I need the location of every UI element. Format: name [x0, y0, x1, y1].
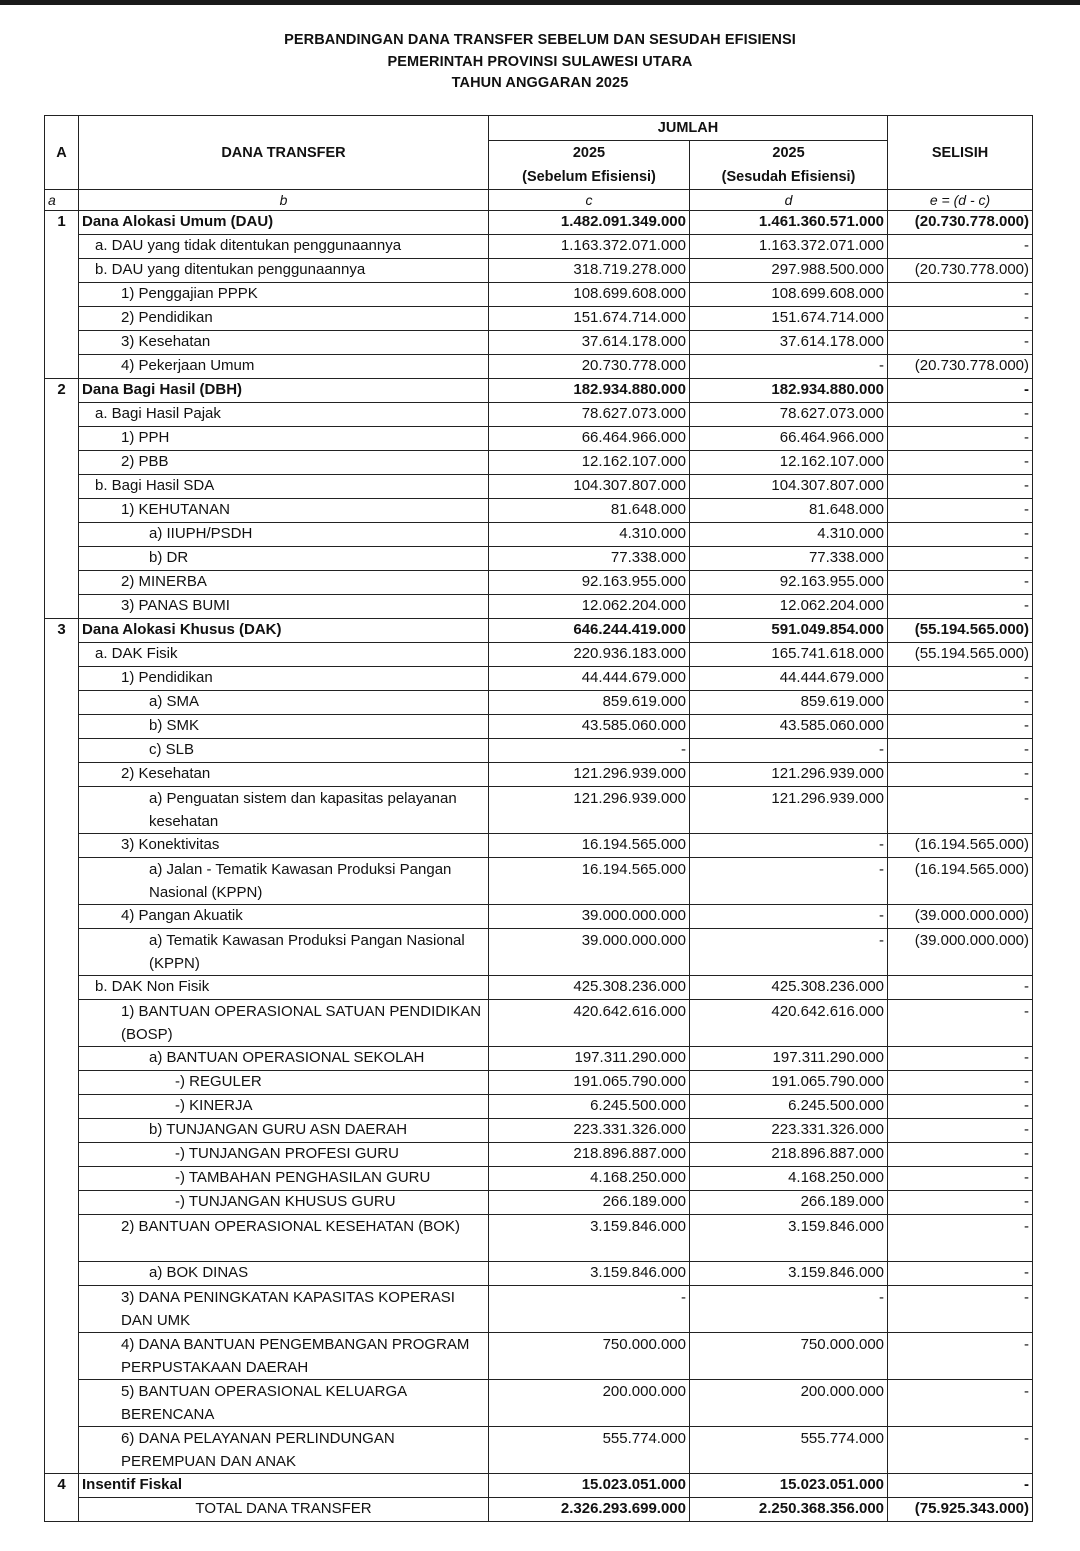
row-number	[45, 905, 79, 929]
header-year-after: 2025	[690, 141, 888, 166]
row-name: a. DAK Fisik	[79, 643, 489, 667]
row-number	[45, 571, 79, 595]
value-sesudah: 12.062.204.000	[690, 595, 888, 619]
row-number	[45, 691, 79, 715]
value-sesudah: 218.896.887.000	[690, 1143, 888, 1167]
row-number	[45, 739, 79, 763]
table-row	[45, 1191, 1033, 1215]
row-name: b. Bagi Hasil SDA	[79, 475, 489, 499]
value-sesudah: 81.648.000	[690, 499, 888, 523]
header-col-a: A	[45, 116, 79, 190]
value-sesudah: -	[690, 858, 888, 905]
row-name: 2) Pendidikan	[79, 307, 489, 331]
row-number: 1	[45, 211, 79, 235]
value-sesudah: 121.296.939.000	[690, 763, 888, 787]
report-title-line-3: TAHUN ANGGARAN 2025	[451, 75, 629, 91]
value-sebelum: 218.896.887.000	[489, 1143, 690, 1167]
value-selisih: (20.730.778.000)	[888, 259, 1033, 283]
value-sebelum: 92.163.955.000	[489, 571, 690, 595]
row-number	[45, 1191, 79, 1215]
value-selisih: -	[888, 307, 1033, 331]
row-name: -) KINERJA	[79, 1095, 489, 1119]
top-edge-bar	[0, 0, 1080, 5]
value-sebelum: 20.730.778.000	[489, 355, 690, 379]
letter-b: b	[79, 190, 489, 211]
value-sebelum: 16.194.565.000	[489, 858, 690, 905]
table-row	[45, 1380, 1033, 1427]
value-sesudah: 223.331.326.000	[690, 1119, 888, 1143]
letter-a: a	[45, 190, 79, 211]
value-selisih: -	[888, 1262, 1033, 1286]
value-sesudah: 3.159.846.000	[690, 1215, 888, 1262]
row-number	[45, 1143, 79, 1167]
table-row	[45, 929, 1033, 976]
value-selisih: (20.730.778.000)	[888, 355, 1033, 379]
value-sesudah: 182.934.880.000	[690, 379, 888, 403]
value-sebelum: -	[489, 1286, 690, 1333]
row-number	[45, 1071, 79, 1095]
row-number	[45, 283, 79, 307]
total-row-number	[45, 1498, 79, 1522]
value-sesudah: 750.000.000	[690, 1333, 888, 1380]
table-row	[45, 355, 1033, 379]
value-selisih: -	[888, 379, 1033, 403]
row-number	[45, 667, 79, 691]
value-selisih: -	[888, 235, 1033, 259]
row-name: 3) PANAS BUMI	[79, 595, 489, 619]
value-sesudah: 197.311.290.000	[690, 1047, 888, 1071]
value-sebelum: 266.189.000	[489, 1191, 690, 1215]
value-sesudah: 6.245.500.000	[690, 1095, 888, 1119]
value-selisih: -	[888, 427, 1033, 451]
value-sebelum: 108.699.608.000	[489, 283, 690, 307]
row-number	[45, 235, 79, 259]
value-sebelum: 12.062.204.000	[489, 595, 690, 619]
row-number: 4	[45, 1474, 79, 1498]
value-selisih: (16.194.565.000)	[888, 858, 1033, 905]
value-sesudah: 77.338.000	[690, 547, 888, 571]
table-row	[45, 499, 1033, 523]
table-row	[45, 643, 1033, 667]
value-selisih: -	[888, 1119, 1033, 1143]
row-number: 2	[45, 379, 79, 403]
row-number	[45, 499, 79, 523]
row-number	[45, 475, 79, 499]
table-row	[45, 763, 1033, 787]
value-selisih: -	[888, 1333, 1033, 1380]
total-label: TOTAL DANA TRANSFER	[79, 1498, 489, 1522]
value-selisih: -	[888, 976, 1033, 1000]
table-row	[45, 211, 1033, 235]
row-name: b) DR	[79, 547, 489, 571]
row-name: a) BOK DINAS	[79, 1262, 489, 1286]
total-selisih: (75.925.343.000)	[888, 1498, 1033, 1522]
table-row	[45, 1427, 1033, 1474]
value-sesudah: 1.163.372.071.000	[690, 235, 888, 259]
table-row	[45, 1143, 1033, 1167]
value-sebelum: 3.159.846.000	[489, 1262, 690, 1286]
value-selisih: -	[888, 547, 1033, 571]
table-row	[45, 595, 1033, 619]
row-name: 2) BANTUAN OPERASIONAL KESEHATAN (BOK)	[79, 1215, 489, 1262]
row-number	[45, 715, 79, 739]
row-name: a) SMA	[79, 691, 489, 715]
value-selisih: (55.194.565.000)	[888, 619, 1033, 643]
row-number	[45, 451, 79, 475]
table-row	[45, 427, 1033, 451]
letter-d: d	[690, 190, 888, 211]
value-sebelum: 151.674.714.000	[489, 307, 690, 331]
value-sesudah: 104.307.807.000	[690, 475, 888, 499]
letter-e: e = (d - c)	[888, 190, 1033, 211]
row-name: c) SLB	[79, 739, 489, 763]
table-row	[45, 259, 1033, 283]
table-row	[45, 787, 1033, 834]
row-number	[45, 1286, 79, 1333]
value-sesudah: 297.988.500.000	[690, 259, 888, 283]
value-sebelum: 66.464.966.000	[489, 427, 690, 451]
value-selisih: -	[888, 1380, 1033, 1427]
row-name: 1) PPH	[79, 427, 489, 451]
value-selisih: -	[888, 403, 1033, 427]
row-name: 2) MINERBA	[79, 571, 489, 595]
table-row	[45, 1095, 1033, 1119]
row-name: a) BANTUAN OPERASIONAL SEKOLAH	[79, 1047, 489, 1071]
table-row	[45, 667, 1033, 691]
row-name: 2) Kesehatan	[79, 763, 489, 787]
table-row	[45, 1215, 1033, 1262]
row-name: Insentif Fiskal	[79, 1474, 489, 1498]
table-row	[45, 331, 1033, 355]
value-sebelum: 77.338.000	[489, 547, 690, 571]
value-sesudah: -	[690, 1286, 888, 1333]
value-selisih: -	[888, 1047, 1033, 1071]
row-number	[45, 259, 79, 283]
value-sebelum: 121.296.939.000	[489, 787, 690, 834]
value-sesudah: 191.065.790.000	[690, 1071, 888, 1095]
value-sebelum: 78.627.073.000	[489, 403, 690, 427]
dana-transfer-table	[44, 115, 1033, 1522]
value-sebelum: 555.774.000	[489, 1427, 690, 1474]
row-name: b) TUNJANGAN GURU ASN DAERAH	[79, 1119, 489, 1143]
value-sebelum: 182.934.880.000	[489, 379, 690, 403]
value-sebelum: 44.444.679.000	[489, 667, 690, 691]
value-sebelum: -	[489, 739, 690, 763]
value-sesudah: 555.774.000	[690, 1427, 888, 1474]
value-selisih: -	[888, 763, 1033, 787]
value-sesudah: 92.163.955.000	[690, 571, 888, 595]
row-number	[45, 403, 79, 427]
value-sebelum: 425.308.236.000	[489, 976, 690, 1000]
value-selisih: -	[888, 523, 1033, 547]
value-sesudah: 15.023.051.000	[690, 1474, 888, 1498]
table-row	[45, 1262, 1033, 1286]
value-selisih: -	[888, 331, 1033, 355]
value-sesudah: 66.464.966.000	[690, 427, 888, 451]
value-sesudah: 420.642.616.000	[690, 1000, 888, 1047]
value-sebelum: 191.065.790.000	[489, 1071, 690, 1095]
value-sesudah: 165.741.618.000	[690, 643, 888, 667]
value-sebelum: 420.642.616.000	[489, 1000, 690, 1047]
table-row	[45, 976, 1033, 1000]
value-sesudah: 4.168.250.000	[690, 1167, 888, 1191]
value-sebelum: 81.648.000	[489, 499, 690, 523]
report-title-block	[0, 30, 1080, 95]
value-sebelum: 12.162.107.000	[489, 451, 690, 475]
value-sebelum: 104.307.807.000	[489, 475, 690, 499]
value-sesudah: -	[690, 929, 888, 976]
value-sebelum: 220.936.183.000	[489, 643, 690, 667]
table-row	[45, 715, 1033, 739]
row-number	[45, 643, 79, 667]
table-row	[45, 571, 1033, 595]
table-row	[45, 619, 1033, 643]
table-row	[45, 1167, 1033, 1191]
row-number: 3	[45, 619, 79, 643]
value-selisih: -	[888, 283, 1033, 307]
value-sesudah: 4.310.000	[690, 523, 888, 547]
value-selisih: -	[888, 595, 1033, 619]
value-selisih: -	[888, 1095, 1033, 1119]
value-selisih: -	[888, 451, 1033, 475]
row-name: 1) Pendidikan	[79, 667, 489, 691]
value-sebelum: 318.719.278.000	[489, 259, 690, 283]
value-selisih: -	[888, 1143, 1033, 1167]
value-sesudah: 78.627.073.000	[690, 403, 888, 427]
table-row	[45, 1119, 1033, 1143]
value-sesudah: 425.308.236.000	[690, 976, 888, 1000]
value-selisih: -	[888, 475, 1033, 499]
table-row	[45, 905, 1033, 929]
value-selisih: -	[888, 667, 1033, 691]
table-row	[45, 1286, 1033, 1333]
value-sebelum: 39.000.000.000	[489, 929, 690, 976]
row-name: 1) BANTUAN OPERASIONAL SATUAN PENDIDIKAN (BOSP)	[79, 1000, 489, 1047]
table-row	[45, 1000, 1033, 1047]
table-row	[45, 451, 1033, 475]
value-selisih: (20.730.778.000)	[888, 211, 1033, 235]
value-sesudah: 12.162.107.000	[690, 451, 888, 475]
row-name: a) Penguatan sistem dan kapasitas pelayanan kesehatan	[79, 787, 489, 834]
header-selisih: SELISIH	[888, 116, 1033, 190]
row-name: 5) BANTUAN OPERASIONAL KELUARGA BERENCANA	[79, 1380, 489, 1427]
row-name: 3) Konektivitas	[79, 834, 489, 858]
value-selisih: -	[888, 715, 1033, 739]
row-number	[45, 1167, 79, 1191]
value-sebelum: 43.585.060.000	[489, 715, 690, 739]
row-number	[45, 595, 79, 619]
value-sebelum: 3.159.846.000	[489, 1215, 690, 1262]
value-selisih: (39.000.000.000)	[888, 929, 1033, 976]
total-sebelum: 2.326.293.699.000	[489, 1498, 690, 1522]
value-sesudah: -	[690, 355, 888, 379]
value-sebelum: 15.023.051.000	[489, 1474, 690, 1498]
row-name: -) TUNJANGAN KHUSUS GURU	[79, 1191, 489, 1215]
value-selisih: -	[888, 571, 1033, 595]
value-sesudah: 43.585.060.000	[690, 715, 888, 739]
row-number	[45, 331, 79, 355]
row-number	[45, 1427, 79, 1474]
total-sesudah: 2.250.368.356.000	[690, 1498, 888, 1522]
value-sebelum: 1.163.372.071.000	[489, 235, 690, 259]
value-sebelum: 4.310.000	[489, 523, 690, 547]
value-sesudah: 1.461.360.571.000	[690, 211, 888, 235]
table-row	[45, 858, 1033, 905]
table-body	[45, 211, 1033, 1522]
value-selisih: -	[888, 1215, 1033, 1262]
value-selisih: -	[888, 787, 1033, 834]
row-name: b) SMK	[79, 715, 489, 739]
row-number	[45, 1380, 79, 1427]
row-number	[45, 1333, 79, 1380]
row-number	[45, 929, 79, 976]
row-number	[45, 834, 79, 858]
value-sesudah: 121.296.939.000	[690, 787, 888, 834]
value-sebelum: 39.000.000.000	[489, 905, 690, 929]
report-title-line-1: PERBANDINGAN DANA TRANSFER SEBELUM DAN SESUDAH EFISIENSI	[284, 32, 796, 48]
value-selisih: -	[888, 1191, 1033, 1215]
row-name: Dana Bagi Hasil (DBH)	[79, 379, 489, 403]
header-jumlah: JUMLAH	[489, 116, 888, 141]
value-selisih: -	[888, 1286, 1033, 1333]
row-name: Dana Alokasi Umum (DAU)	[79, 211, 489, 235]
value-selisih: -	[888, 1474, 1033, 1498]
table-row	[45, 307, 1033, 331]
table-row	[45, 283, 1033, 307]
value-selisih: -	[888, 739, 1033, 763]
table-row	[45, 547, 1033, 571]
row-number	[45, 1119, 79, 1143]
value-sebelum: 200.000.000	[489, 1380, 690, 1427]
row-name: 2) PBB	[79, 451, 489, 475]
value-sesudah: 37.614.178.000	[690, 331, 888, 355]
report-title-line-2: PEMERINTAH PROVINSI SULAWESI UTARA	[387, 53, 693, 70]
row-number	[45, 547, 79, 571]
value-selisih: (55.194.565.000)	[888, 643, 1033, 667]
value-sebelum: 16.194.565.000	[489, 834, 690, 858]
row-name: 3) Kesehatan	[79, 331, 489, 355]
row-name: 6) DANA PELAYANAN PERLINDUNGAN PEREMPUAN DAN ANAK	[79, 1427, 489, 1474]
table-row	[45, 834, 1033, 858]
value-sebelum: 4.168.250.000	[489, 1167, 690, 1191]
row-number	[45, 1047, 79, 1071]
table-row	[45, 1333, 1033, 1380]
row-number	[45, 427, 79, 451]
header-year-before: 2025	[489, 141, 690, 166]
row-name: -) TUNJANGAN PROFESI GURU	[79, 1143, 489, 1167]
value-sebelum: 121.296.939.000	[489, 763, 690, 787]
table-row	[45, 739, 1033, 763]
value-sebelum: 750.000.000	[489, 1333, 690, 1380]
value-sesudah: 266.189.000	[690, 1191, 888, 1215]
table-row	[45, 235, 1033, 259]
row-name: 4) DANA BANTUAN PENGEMBANGAN PROGRAM PERPUSTAKAAN DAERAH	[79, 1333, 489, 1380]
row-number	[45, 1262, 79, 1286]
row-name: a) Jalan - Tematik Kawasan Produksi Pangan Nasional (KPPN)	[79, 858, 489, 905]
table-row	[45, 523, 1033, 547]
row-number	[45, 1215, 79, 1262]
row-name: a. DAU yang tidak ditentukan penggunaannya	[79, 235, 489, 259]
row-number	[45, 523, 79, 547]
value-sebelum: 6.245.500.000	[489, 1095, 690, 1119]
value-sesudah: 3.159.846.000	[690, 1262, 888, 1286]
row-number	[45, 976, 79, 1000]
value-sesudah: 591.049.854.000	[690, 619, 888, 643]
value-selisih: -	[888, 499, 1033, 523]
row-name: b. DAU yang ditentukan penggunaannya	[79, 259, 489, 283]
header-col-dana-transfer: DANA TRANSFER	[79, 116, 489, 190]
value-sesudah: -	[690, 905, 888, 929]
value-sesudah: 44.444.679.000	[690, 667, 888, 691]
row-name: a. Bagi Hasil Pajak	[79, 403, 489, 427]
row-number	[45, 787, 79, 834]
table-row	[45, 1047, 1033, 1071]
value-selisih: (16.194.565.000)	[888, 834, 1033, 858]
value-selisih: -	[888, 691, 1033, 715]
table-row	[45, 1071, 1033, 1095]
header-sesudah-efisiensi: (Sesudah Efisiensi)	[690, 165, 888, 190]
row-name: b. DAK Non Fisik	[79, 976, 489, 1000]
letter-c: c	[489, 190, 690, 211]
value-sesudah: -	[690, 834, 888, 858]
row-name: 1) Penggajian PPPK	[79, 283, 489, 307]
value-selisih: -	[888, 1071, 1033, 1095]
table-row	[45, 403, 1033, 427]
row-number	[45, 858, 79, 905]
row-number	[45, 763, 79, 787]
row-name: Dana Alokasi Khusus (DAK)	[79, 619, 489, 643]
row-name: 3) DANA PENINGKATAN KAPASITAS KOPERASI DAN UMK	[79, 1286, 489, 1333]
value-selisih: -	[888, 1427, 1033, 1474]
value-selisih: -	[888, 1167, 1033, 1191]
row-number	[45, 307, 79, 331]
value-sebelum: 197.311.290.000	[489, 1047, 690, 1071]
row-number	[45, 355, 79, 379]
table-row	[45, 1474, 1033, 1498]
value-sesudah: 108.699.608.000	[690, 283, 888, 307]
value-selisih: -	[888, 1000, 1033, 1047]
value-selisih: (39.000.000.000)	[888, 905, 1033, 929]
table-row	[45, 379, 1033, 403]
value-sebelum: 1.482.091.349.000	[489, 211, 690, 235]
row-name: 4) Pekerjaan Umum	[79, 355, 489, 379]
row-name: -) TAMBAHAN PENGHASILAN GURU	[79, 1167, 489, 1191]
total-row	[45, 1498, 1033, 1522]
row-name: 4) Pangan Akuatik	[79, 905, 489, 929]
value-sesudah: 200.000.000	[690, 1380, 888, 1427]
value-sebelum: 223.331.326.000	[489, 1119, 690, 1143]
row-name: a) IIUPH/PSDH	[79, 523, 489, 547]
row-name: -) REGULER	[79, 1071, 489, 1095]
table-row	[45, 691, 1033, 715]
row-number	[45, 1095, 79, 1119]
value-sesudah: 859.619.000	[690, 691, 888, 715]
value-sesudah: 151.674.714.000	[690, 307, 888, 331]
value-sebelum: 859.619.000	[489, 691, 690, 715]
row-number	[45, 1000, 79, 1047]
value-sebelum: 37.614.178.000	[489, 331, 690, 355]
value-sebelum: 646.244.419.000	[489, 619, 690, 643]
row-name: 1) KEHUTANAN	[79, 499, 489, 523]
value-sesudah: -	[690, 739, 888, 763]
row-name: a) Tematik Kawasan Produksi Pangan Nasional (KPPN)	[79, 929, 489, 976]
table-row	[45, 475, 1033, 499]
header-sebelum-efisiensi: (Sebelum Efisiensi)	[489, 165, 690, 190]
